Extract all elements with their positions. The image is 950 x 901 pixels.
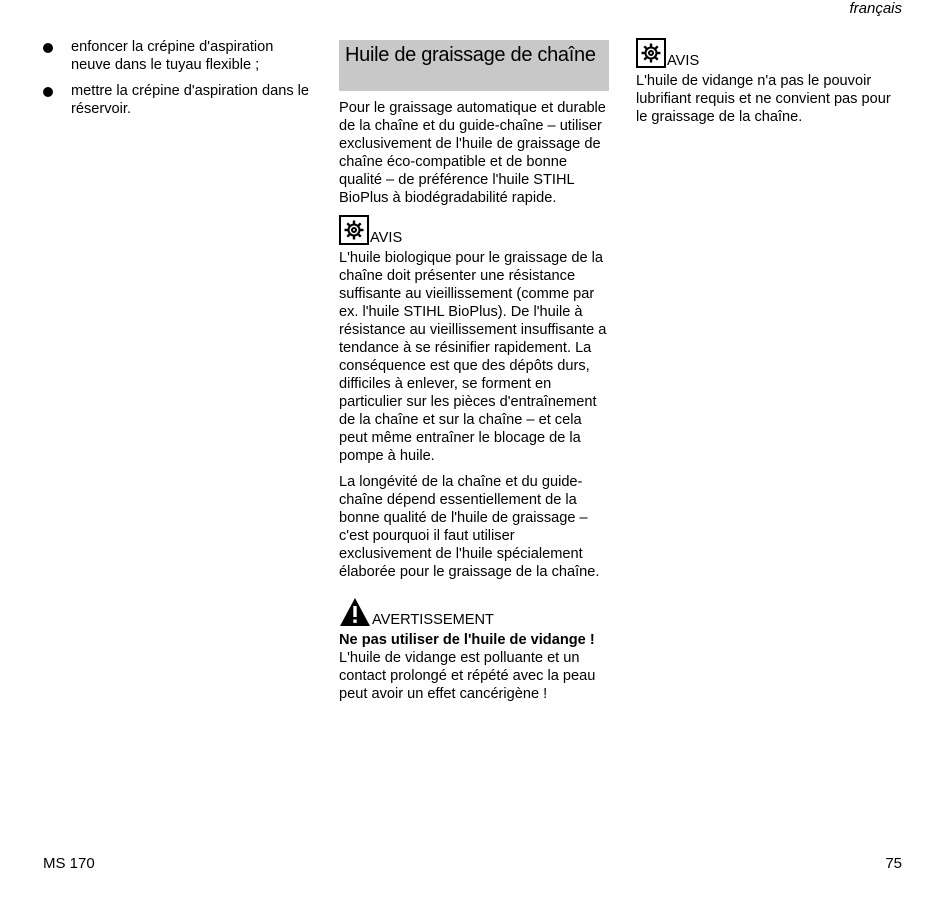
warning-triangle-icon [339,597,371,627]
bullet-icon [43,43,53,53]
gear-icon [636,38,666,68]
model-label: MS 170 [43,855,95,872]
language-label: français [849,0,902,17]
intro-paragraph: Pour le graissage automatique et durable de la chaîne et du guide-chaîne – utiliser exclusivement de l'huile de graissage de chaîne éco-compatible et de bonne qualité – de préférence l'huile STIHL BioPlus à biodégradabilité rapide. [339,100,606,206]
notice-header [636,38,906,68]
column-right [636,38,906,134]
column-left [43,38,313,126]
page-number: 75 [885,855,902,872]
list-item-text: mettre la crépine d'aspiration dans le réservoir. [71,83,310,117]
warning-text: L'huile de vidange est polluante et un contact prolongé et répété avec la peau peut avoir un effet cancérigène ! [339,650,596,702]
warning-paragraph [339,631,609,703]
longevity-paragraph: La longévité de la chaîne et du guide-chaîne dépend essentiellement de la bonne qualité de l'huile de graissage – c'est pourquoi il faut utiliser exclusivement de l'huile spécialement élaborée pour le graissage de la chaîne. [339,474,600,580]
warning-title: Ne pas utiliser de l'huile de vidange ! [339,632,595,648]
column-middle [339,38,609,703]
warning-label: AVERTISSEMENT [372,612,494,628]
section-title: Huile de graissage de chaîne [345,44,596,66]
list-item-text: enfoncer la crépine d'aspiration neuve dans le tuyau flexible ; [71,39,274,73]
warning-header [339,597,609,627]
notice-paragraph: L'huile de vidange n'a pas le pouvoir lubrifiant requis et ne convient pas pour le graissage de la chaîne. [636,73,891,125]
notice-label: AVIS [370,230,403,246]
notice-label: AVIS [667,53,700,69]
list-item [43,38,313,74]
section-heading-box [339,40,609,91]
notice-header [339,215,609,245]
notice-paragraph: L'huile biologique pour le graissage de la chaîne doit présenter une résistance suffisante au vieillissement (comme par ex. l'huile STIHL BioPlus). De l'huile à résistance au vieillissement insuffisante a tendance à se résinifier rapidement. La conséquence est que des dépôts durs, difficiles à enlever, se forment en particulier sur les pièces d'entraînement de la chaîne et sur la chaîne – et cela peut même entraîner le blocage de la pompe à huile. [339,250,607,464]
list-item [43,82,313,118]
gear-icon [339,215,369,245]
bullet-icon [43,87,53,97]
